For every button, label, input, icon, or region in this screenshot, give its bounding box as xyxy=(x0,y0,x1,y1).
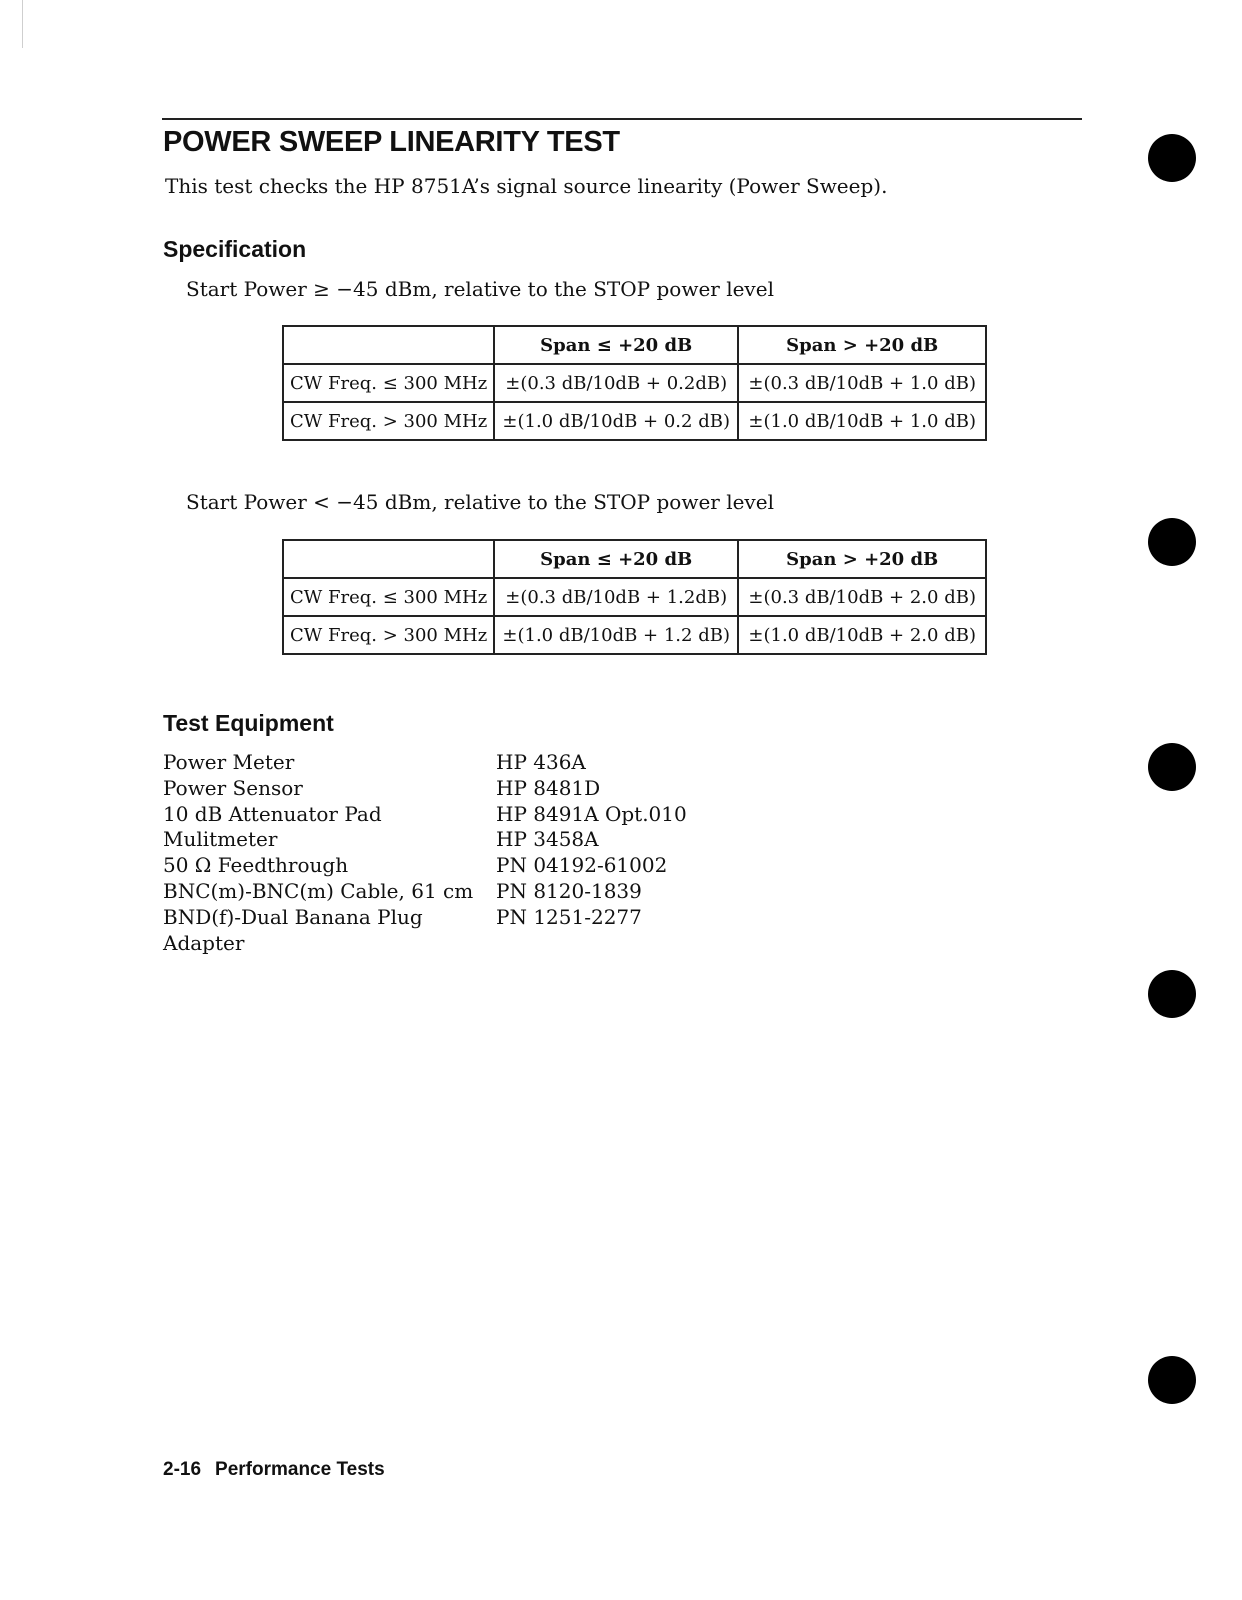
table-header-cell xyxy=(283,326,494,364)
page-title: POWER SWEEP LINEARITY TEST xyxy=(163,126,620,158)
equipment-part-number: HP 436A xyxy=(496,750,586,774)
spec-table-1 xyxy=(282,325,987,441)
equipment-name: Mulitmeter xyxy=(163,827,278,852)
table-cell: ±(0.3 dB/10dB + 0.2dB) xyxy=(494,364,738,402)
table-cell: ±(0.3 dB/10dB + 1.2dB) xyxy=(494,578,738,616)
list-item xyxy=(163,853,687,879)
equipment-part-number: PN 8120-1839 xyxy=(496,878,642,903)
intro-text: This test checks the HP 8751A’s signal source linearity (Power Sweep). xyxy=(165,174,888,198)
table-row xyxy=(283,616,986,654)
table-cell: ±(1.0 dB/10dB + 0.2 dB) xyxy=(494,402,738,440)
table-header-cell: Span ≤ +20 dB xyxy=(494,540,738,578)
spec-condition-1: Start Power ≥ −45 dBm, relative to the STOP power level xyxy=(186,277,774,301)
header-rule xyxy=(162,118,1082,120)
table-row-label: CW Freq. ≤ 300 MHz xyxy=(283,578,494,616)
equipment-part-number: PN 1251-2277 xyxy=(496,904,642,929)
punch-hole-icon xyxy=(1148,518,1196,566)
table-row-label: CW Freq. ≤ 300 MHz xyxy=(283,364,494,402)
punch-hole-icon xyxy=(1148,743,1196,791)
equipment-name: Power Meter xyxy=(163,750,295,774)
list-item xyxy=(163,827,687,853)
equipment-name: Power Sensor xyxy=(163,775,303,800)
equipment-part-number: HP 8481D xyxy=(496,775,601,800)
scan-margin-line xyxy=(22,0,23,48)
table-header-cell: Span ≤ +20 dB xyxy=(494,326,738,364)
equipment-name: 10 dB Attenuator Pad xyxy=(163,801,382,826)
table-cell: ±(1.0 dB/10dB + 1.0 dB) xyxy=(738,402,986,440)
table-row-label: CW Freq. > 300 MHz xyxy=(283,616,494,654)
list-item xyxy=(163,802,687,828)
equipment-name: BNC(m)-BNC(m) Cable, 61 cm xyxy=(163,878,474,903)
punch-hole-icon xyxy=(1148,970,1196,1018)
table-row xyxy=(283,578,986,616)
equipment-part-number: HP 3458A xyxy=(496,827,599,852)
list-item xyxy=(163,905,687,957)
table-row xyxy=(283,402,986,440)
punch-hole-icon xyxy=(1148,1356,1196,1404)
table-header-cell: Span > +20 dB xyxy=(738,540,986,578)
list-item xyxy=(163,776,687,802)
section-name: Performance Tests xyxy=(215,1459,385,1480)
table-header-row xyxy=(283,326,986,364)
specification-heading: Specification xyxy=(163,236,307,262)
table-header-cell: Span > +20 dB xyxy=(738,326,986,364)
equipment-part-number: HP 8491A Opt.010 xyxy=(496,801,687,826)
spec-condition-2: Start Power < −45 dBm, relative to the STOP power level xyxy=(186,490,774,514)
page-number: 2-16 xyxy=(163,1459,202,1480)
table-row-label: CW Freq. > 300 MHz xyxy=(283,402,494,440)
spec-table-2 xyxy=(282,539,987,655)
table-row xyxy=(283,364,986,402)
equipment-part-number: PN 04192-61002 xyxy=(496,853,668,878)
table-cell: ±(0.3 dB/10dB + 1.0 dB) xyxy=(738,364,986,402)
table-header-row xyxy=(283,540,986,578)
page-footer xyxy=(163,1457,399,1483)
table-cell: ±(1.0 dB/10dB + 2.0 dB) xyxy=(738,616,986,654)
equipment-name: BND(f)-Dual Banana Plug Adapter xyxy=(163,904,423,955)
test-equipment-heading: Test Equipment xyxy=(163,710,334,736)
table-header-cell xyxy=(283,540,494,578)
table-cell: ±(1.0 dB/10dB + 1.2 dB) xyxy=(494,616,738,654)
table-cell: ±(0.3 dB/10dB + 2.0 dB) xyxy=(738,578,986,616)
list-item xyxy=(163,750,687,776)
list-item xyxy=(163,879,687,905)
equipment-list xyxy=(163,750,687,956)
punch-hole-icon xyxy=(1148,134,1196,182)
equipment-name: 50 Ω Feedthrough xyxy=(163,853,349,878)
